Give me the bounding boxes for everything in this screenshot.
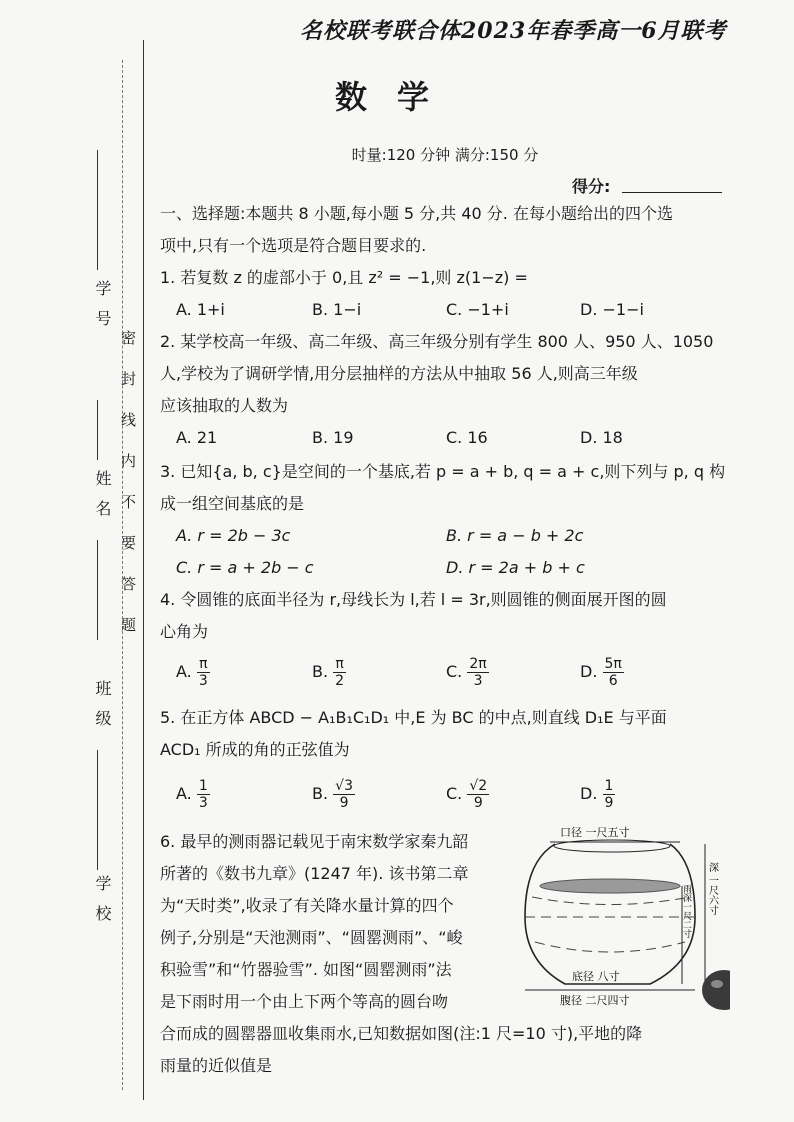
q5-option-a-numerator: 1 [198, 778, 208, 794]
q1-option-a[interactable]: A. 1+i [176, 300, 225, 319]
q5-option-b-fraction [333, 778, 355, 811]
q3-option-a[interactable]: A. r = 2b − 3c [176, 526, 291, 545]
question-1-stem: 1. 若复数 z 的虚部小于 0,且 z² = −1,则 z(1−z) = [160, 268, 528, 287]
subject-title: 数学 [334, 78, 459, 116]
figure-depth-label: 深 一尺六寸 [706, 862, 718, 916]
q4-option-d-denominator: 6 [608, 673, 618, 689]
pot-photo [702, 970, 730, 1010]
school-field[interactable] [84, 875, 114, 935]
q5-option-b-denominator: 9 [339, 795, 349, 811]
figure-bottom-diameter-label: 底径 八寸 [572, 970, 620, 983]
school-label: 学校 [93, 875, 112, 935]
question-4-stem-line2: 心角为 [160, 622, 209, 641]
q4-option-d-label: D. [580, 662, 598, 681]
binding-margin-line [143, 40, 144, 1100]
q5-option-a[interactable] [176, 778, 210, 811]
q4-option-a[interactable] [176, 656, 210, 689]
pot-highlight [711, 980, 723, 988]
score-label: 得分: [572, 177, 611, 196]
q4-option-b-fraction [333, 656, 346, 689]
question-1 [160, 262, 730, 294]
q5-option-d-label: D. [580, 784, 598, 803]
q2-option-a[interactable]: A. 21 [176, 428, 218, 447]
question-5-stem-line1: 5. 在正方体 ABCD − A₁B₁C₁D₁ 中,E 为 BC 的中点,则直线 D₁E 与平面 [160, 708, 667, 727]
figure-belly-diameter-label: 腹径 二尺四寸 [560, 994, 630, 1007]
question-3 [160, 456, 730, 520]
q3-option-c[interactable]: C. r = a + 2b − c [176, 558, 314, 577]
q5-option-a-denominator: 3 [198, 795, 208, 811]
q5-option-c-numerator: √2 [469, 778, 488, 794]
time-score-info: 时量:120 分钟 满分:150 分 [351, 146, 539, 164]
question-5 [160, 702, 730, 766]
question-2 [160, 326, 730, 422]
question-6-stem-line2: 所著的《数书九章》(1247 年). 该书第二章 [160, 864, 469, 883]
q4-option-c-fraction [467, 656, 488, 689]
lower-curve [535, 942, 685, 952]
q3-option-b[interactable]: B. r = a − b + 2c [446, 526, 584, 545]
question-6 [160, 826, 530, 1018]
q4-option-c-numerator: 2π [469, 656, 487, 672]
q2-option-d[interactable]: D. 18 [580, 428, 623, 447]
q5-option-d-fraction [603, 778, 616, 811]
q4-option-d-numerator: 5π [604, 656, 622, 672]
q4-option-b[interactable] [312, 656, 346, 689]
q5-option-d[interactable] [580, 778, 615, 811]
question-6-stem-line7: 合而成的圆罂器皿收集雨水,已知数据如图(注:1 尺=10 寸),平地的降 [160, 1024, 643, 1043]
q5-option-c-denominator: 9 [473, 795, 483, 811]
student-id-label: 学号 [93, 280, 112, 340]
question-6-stem-line5: 积验雪”和“竹器验雪”. 如图“圆罂测雨”法 [160, 960, 452, 979]
question-3-stem-line1: 3. 已知{a, b, c}是空间的一个基底,若 p = a + b, q = a + c,则下列与 p, q 构 [160, 462, 726, 481]
section1-intro [160, 198, 730, 262]
upper-curve [532, 897, 690, 905]
q5-option-a-label: A. [176, 784, 192, 803]
q4-option-b-label: B. [312, 662, 329, 681]
q4-option-a-denominator: 3 [198, 673, 208, 689]
q5-option-a-fraction [197, 778, 210, 811]
water-surface [540, 879, 680, 893]
rain-gauge-figure [520, 822, 730, 1012]
q2-option-b[interactable]: B. 19 [312, 428, 354, 447]
q4-option-b-denominator: 2 [335, 673, 345, 689]
q4-option-a-numerator: π [197, 656, 210, 673]
question-6-continued [160, 1018, 730, 1082]
figure-water-depth-label: 雨深一尺二寸 [681, 884, 691, 938]
q1-option-d[interactable]: D. −1−i [580, 300, 644, 319]
q1-option-b[interactable]: B. 1−i [312, 300, 362, 319]
q2-option-c[interactable]: C. 16 [446, 428, 488, 447]
rain-gauge-diagram [520, 822, 730, 1012]
class-label: 班级 [93, 680, 112, 740]
q4-option-d[interactable] [580, 656, 624, 689]
q3-option-d[interactable]: D. r = 2a + b + c [446, 558, 585, 577]
figure-top-diameter-label: 口径 一尺五寸 [560, 826, 630, 839]
q5-option-d-denominator: 9 [604, 795, 614, 811]
q5-option-b-label: B. [312, 784, 329, 803]
score-input-line[interactable] [622, 192, 722, 193]
q4-option-a-fraction [197, 656, 210, 689]
q5-option-b-numerator: √3 [335, 778, 353, 794]
student-id-field[interactable] [84, 150, 114, 380]
q5-option-c-label: C. [446, 784, 463, 803]
vessel-outline [525, 844, 695, 984]
section1-intro-line2: 项中,只有一个选项是符合题目要求的. [160, 236, 427, 255]
question-6-stem-line1: 6. 最早的测雨器记载见于南宋数学家秦九韶 [160, 832, 469, 851]
question-2-stem-line2: 人,学校为了调研学情,用分层抽样的方法从中抽取 56 人,则高三年级 [160, 364, 638, 383]
question-2-stem-line3: 应该抽取的人数为 [160, 396, 289, 415]
class-field[interactable] [84, 640, 114, 770]
question-6-stem-line3: 为“天时类”,收录了有关降水量计算的四个 [160, 896, 454, 915]
question-6-stem-line8: 雨量的近似值是 [160, 1056, 273, 1075]
question-6-stem-line6: 是下雨时用一个由上下两个等高的圆台吻 [160, 992, 449, 1011]
q5-option-c-fraction [467, 778, 489, 811]
question-2-stem-line1: 2. 某学校高一年级、高二年级、高三年级分别有学生 800 人、950 人、1050 [160, 332, 714, 351]
q5-option-c[interactable] [446, 778, 489, 811]
section1-intro-line1: 一、选择题:本题共 8 小题,每小题 5 分,共 40 分. 在每小题给出的四个选 [160, 204, 673, 223]
exam-header-title: 名校联考联合体2023年春季高一6月联考 [300, 18, 727, 44]
question-6-stem-line4: 例子,分别是“天池测雨”、“圆罂测雨”、“峻 [160, 928, 463, 947]
q4-option-d-fraction [603, 656, 624, 689]
question-4 [160, 584, 730, 648]
q5-option-d-numerator: 1 [604, 778, 614, 794]
q4-option-c-label: C. [446, 662, 463, 681]
question-3-stem-line2: 成一组空间基底的是 [160, 494, 305, 513]
name-field[interactable] [84, 400, 114, 600]
q4-option-b-numerator: π [333, 656, 346, 673]
q4-option-c[interactable] [446, 656, 489, 689]
seal-warning-text: 密封线内不要答题 [119, 330, 137, 658]
name-label: 姓名 [93, 470, 112, 530]
question-5-stem-line2: ACD₁ 所成的角的正弦值为 [160, 740, 350, 759]
question-4-stem-line1: 4. 令圆锥的底面半径为 r,母线长为 l,若 l = 3r,则圆锥的侧面展开图的圆 [160, 590, 667, 609]
q4-option-c-denominator: 3 [473, 673, 483, 689]
q1-option-c[interactable]: C. −1+i [446, 300, 509, 319]
q4-option-a-label: A. [176, 662, 192, 681]
q5-option-b[interactable] [312, 778, 355, 811]
